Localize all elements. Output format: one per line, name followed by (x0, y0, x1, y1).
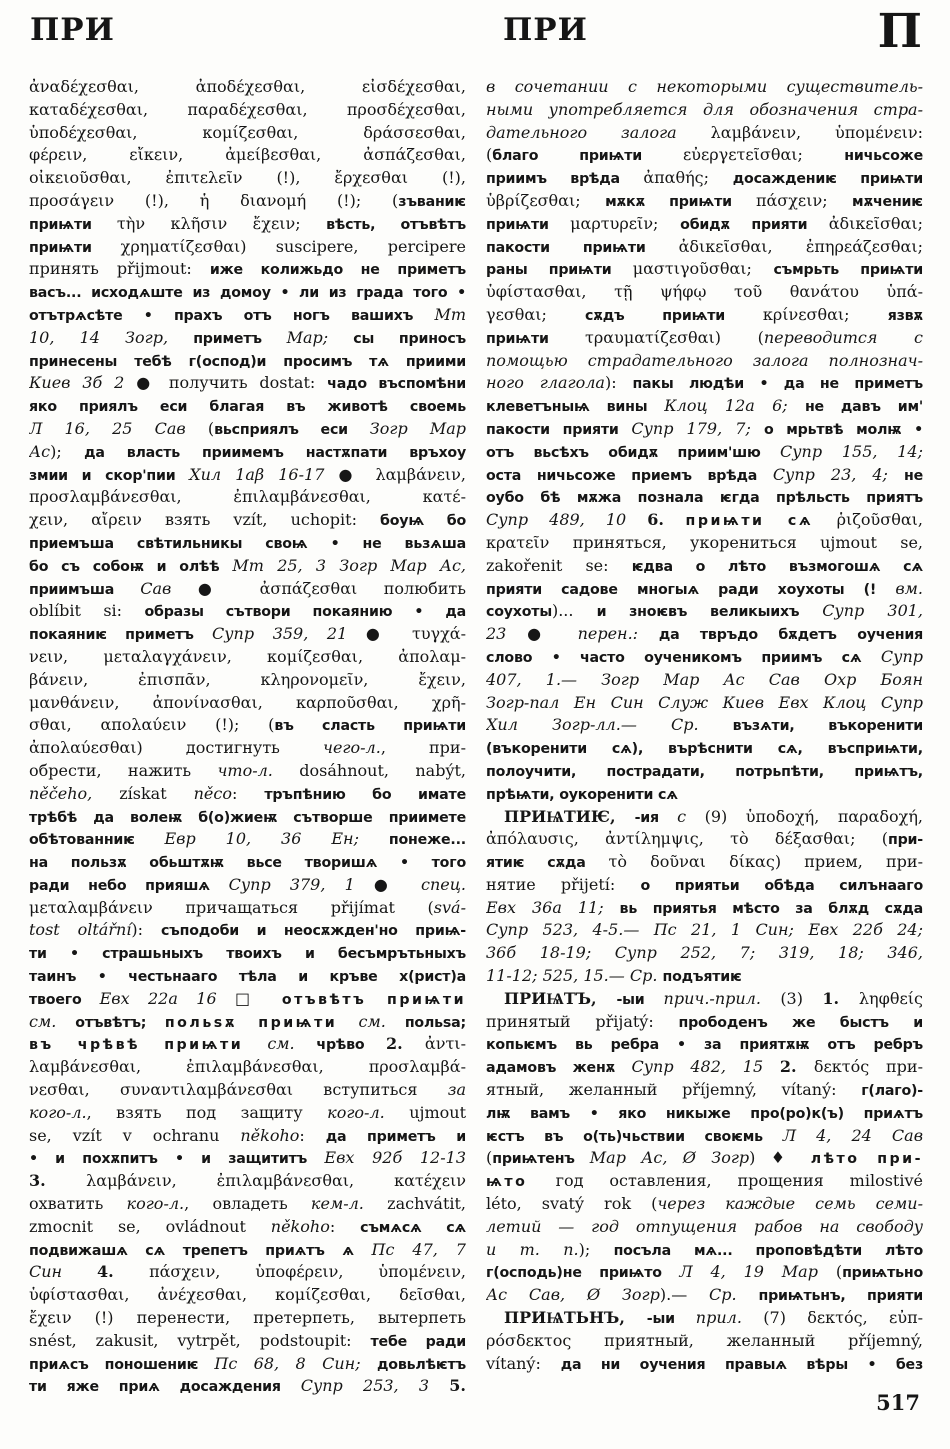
text-line: ПРИѨТЪ, -ыи прич.-прил. (3) 1. ληφθείς (504, 988, 923, 1008)
text-line: ПРИѨТЬНЪ, -ыи прил. (7) δεκτός, εὐπ- (504, 1308, 923, 1328)
text-line: трѣбѣ да волеѭ б(о)жиеѭ сътворше приимете (29, 809, 466, 826)
text-line: Киев 3б 2 ● получить dostat: чадо въспомѣни (29, 373, 466, 393)
text-line: ὑποδέχεσθαι, κομίζεσθαι, δράσσεσθαι, (29, 122, 466, 142)
text-line: χειν, αἴρειν взять vzít, uchopit: боуѩ бо (29, 510, 466, 530)
text-line: ὑφίστασθαι, τῇ ψήφῳ τοῦ θανάτου ὑπά- (486, 282, 923, 302)
text-line: προσάγειν (!), ἡ διανομή (!); (зъваниѥ (29, 190, 466, 210)
text-line: μανθάνειν, ἀπονίνασθαι, καρποῦσθαι, χρῆ- (29, 692, 466, 712)
text-line: προσλαμβάνεσθαι, ἐπιλαμβάνεσθαι, κατέ- (29, 487, 466, 507)
text-line: 11-12; 525, 15.— Ср. подъятиѥ (486, 966, 742, 986)
text-line: ного глагола): пакы людѣи • да не приметъ (486, 373, 923, 393)
text-line: приимъша Сав ● ἀσπάζεσθαι полюбить (29, 578, 466, 598)
text-line: λαμβάνεσθαι, ἐπιλαμβάνεσθαι, προσλαμβά- (29, 1057, 466, 1077)
text-line: vítaný: да ни оучения правыѧ вѣры • без (486, 1353, 923, 1373)
text-line: летий — год отпущения рабов на свободу (486, 1216, 923, 1236)
text-line: охватить кого-л., овладеть кем-л. zachvátit, (29, 1194, 466, 1214)
text-line: Ас Сав, Ø Зогр).— Ср. приѩтьнъ, прияти (486, 1285, 923, 1305)
text-line: приѩти τὴν κλῆσιν ἔχειν; вѣсть, отъвѣтъ (29, 213, 466, 233)
text-line: ἀπόλαυσις, ἀντίλημψις, τὸ δέξασθαι; (при- (486, 829, 923, 849)
text-line: обрести, нажить что-л. dosáhnout, nabýt, (29, 760, 466, 780)
text-line: φέρειν, εἴκειν, ἀμείβεσθαι, ἀσπάζεσθαι, (29, 145, 466, 165)
text-line: прѣѩти, оукоренити сѧ (486, 786, 678, 803)
text-line: оста ничьсоже приемъ врѣда Супр 23, 4; не (486, 464, 923, 484)
text-line: ПРИѨТИѤ, -ия с (9) ὑποδοχή, παραδοχή, (504, 806, 923, 826)
text-line: Супр 489, 10 6. приѩти сѧ ῥιζοῦσθαι, (486, 510, 923, 530)
text-line: бо съ собоѭ и олѣѣ Мт 25, 3 Зогр Мар Ас, (29, 555, 466, 575)
text-line: γεσθαι; сѫдъ приѩти κρίνεσθαι; язвѫ (486, 304, 923, 324)
text-line: оубо бѣ мѫжа познала ѥгда прѣльсть приятъ (486, 490, 923, 507)
text-line: копьѥмъ вь ребра • за приятѫѭ отъ ребръ (486, 1037, 923, 1054)
text-line: въ чрѣвѣ приѩти см. чрѣво 2. ἀντι- (29, 1034, 466, 1054)
text-line: приѩти τραυματίζεσθαι) (переводится с (486, 327, 923, 347)
text-line: Супр 523, 4-5.— Пс 21, 1 Син; Евх 22б 24; (486, 920, 923, 940)
text-line: ти яже приѧ досаждения Супр 253, 3 5. (29, 1376, 466, 1396)
text-line: покаяниѥ приметъ Супр 359, 21 ● τυγχά- (29, 624, 466, 644)
text-line: νειν, μεταλαγχάνειν, κομίζεσθαι, ἀπολαμ- (29, 646, 466, 666)
page-number: 517 (876, 1390, 920, 1415)
text-line: 3. λαμβάνειν, ἐπιλαμβάνεσθαι, κατέχειν (29, 1171, 466, 1191)
text-line: васъ... исходѧште из домоу • ли из града того • (29, 285, 466, 302)
text-line: клеветъныѩ вины Клоц 12а 6; не давъ им' (486, 396, 923, 416)
text-line: καταδέχεσθαι, παραδέχεσθαι, προσδέχεσθαι, (29, 99, 466, 119)
text-line: принесены тебѣ г(оспод)и просимъ тѧ приими (29, 353, 466, 370)
text-line: кого-л., взять под защиту кого-л. ujmout (29, 1102, 466, 1122)
text-line: μεταλαμβάνειν причащаться přijímat (svá- (29, 897, 466, 917)
text-line: полоучити, пострадати, потрьпѣти, приѩтъ, (486, 763, 923, 780)
text-line: и т. п.); посъла мѧ... проповѣдѣти лѣто (486, 1239, 923, 1259)
text-line: 23 ● перен.: да твръдо бѫдетъ оучения (486, 624, 923, 644)
running-head-center: ПРИ (503, 12, 588, 48)
text-line: οἰκειοῦσθαι, ἐπιτελεῖν (!), ἔρχεσθαι (!), (29, 168, 466, 188)
text-line: 36б 18-19; Супр 252, 7; 319, 18; 346, (486, 943, 923, 963)
text-line: соухоты)... и зноѥвъ великыихъ Супр 301, (486, 601, 923, 621)
text-line: 407, 1.— Зогр Мар Ас Сав Охр Боян (486, 669, 923, 689)
text-line: ѥстъ въ о(ть)чьствии своѥмь Л 4, 24 Сав (486, 1125, 923, 1145)
text-line: помощью страдательного залога полнознач- (486, 350, 923, 370)
text-line: ὑφίστασθαι, ἀνέχεσθαι, κομίζεσθαι, δεῖσθαι, (29, 1285, 466, 1305)
text-line: ρόσδεκτος приятный, желанный příjemný, (486, 1330, 923, 1350)
text-line: • и похѫпитъ • и защититъ Евх 92б 12-13 (29, 1148, 466, 1168)
running-head-left: ПРИ (30, 12, 115, 48)
text-line: твоего Евх 22а 16 □ отъвѣтъ приѩти (29, 988, 466, 1008)
text-line: ἔχειν (!) перенести, претерпеть, вытерпеть (29, 1308, 466, 1328)
text-line: snést, zakusit, vytrpět, podstoupit: тебе ради (29, 1330, 466, 1350)
text-line: г(осподь)не приѩто Л 4, 19 Мар (приѩтьно (486, 1262, 923, 1282)
text-line: слово • часто оученикомъ приимъ сѧ Супр (486, 646, 923, 666)
text-line: ными употребляется для обозначения стра- (486, 99, 923, 119)
text-line: 10, 14 Зогр, приметъ Мар; сы приносъ (29, 327, 466, 347)
text-line: βάνειν, ἐπισπᾶν, κληρονομεῖν, ἔχειν, (29, 669, 466, 689)
text-line: Евх 36а 11; вь приятья мѣсто за блѫд сѫда (486, 897, 923, 917)
text-line: ти • страшьныхъ твоихъ и бесъмрътьныхъ (29, 946, 466, 963)
text-line: ятный, желанный příjemný, vítaný: г(лаго)- (486, 1080, 923, 1100)
text-line: отътрѧсѣте • прахъ отъ ногъ вашихъ Мт (29, 304, 466, 324)
text-line: приѧсъ поношениѥ Пс 68, 8 Син; довьлѣѥтъ (29, 1353, 466, 1373)
text-line: пакости прияти Супр 179, 7; о мрьтвѣ молѭ • (486, 418, 923, 438)
text-line: нятие přijetí: о приятьи обѣда силънааго (486, 874, 923, 894)
text-line: принять přijmout: иже колижьдо не приметъ (29, 259, 466, 279)
text-line: κρατεῖν приняться, укорениться ujmout se, (486, 532, 923, 552)
text-line: пакости приѩти ἀδικεῖσθαι, ἐπηρεάζεσθαι; (486, 236, 923, 256)
text-line: (въкоренити сѧ), върѣснити сѧ, въсприѩти, (486, 741, 923, 758)
section-letter: П (877, 4, 922, 59)
text-line: ятиѥ сѫда τὸ δοῦναι δίκας) прием, при- (486, 852, 923, 872)
left-column (29, 76, 466, 1398)
text-line: таинъ • честьнааго тѣла и кръве х(рист)а (29, 969, 466, 986)
text-line: νεσθαι, συναντιλαμβάνεσθαι вступиться за (29, 1080, 466, 1100)
text-line: léto, svatý rok (через каждые семь семи- (486, 1194, 923, 1214)
text-line: Л 16, 25 Сав (вьсприялъ еси Зогр Мар (29, 418, 466, 438)
text-line: Зогр-пал Ен Син Служ Киев Евх Клоц Супр (486, 692, 923, 712)
right-column (486, 76, 923, 1375)
text-line: яко приялъ еси благая въ животѣ своемь (29, 399, 466, 416)
text-line: отъ вьсѣхъ обидѫ приим'шю Супр 155, 14; (486, 441, 923, 461)
text-line: ради небо прияшѧ Супр 379, 1 ● спец. (29, 874, 466, 894)
text-line: zmocnit se, ovládnout někoho: съмѧсѧ сѧ (29, 1216, 466, 1236)
text-line: раны приѩти μαστιγοῦσθαι; съмрьть приѩти (486, 259, 923, 279)
text-line: змии и скор'пии Хил 1аβ 16-17 ● λαμβάνειν, (29, 464, 466, 484)
text-line: на пользѫ обьштѫѭ вьсе творишѧ • того (29, 855, 466, 872)
text-line: дательного залога λαμβάνειν, ὑπομένειν: (486, 122, 923, 142)
text-line: Син 4. πάσχειν, ὑποφέρειν, ὑπομένειν, (29, 1262, 466, 1282)
text-line: адамовъ женѫ Супр 482, 15 2. δεκτός при- (486, 1057, 923, 1077)
text-line: в сочетании с некоторыми существитель- (486, 77, 923, 96)
text-line: ἀπολαύεσθαι) достигнуть чего-л., при- (29, 738, 466, 758)
text-line: ὑβρίζεσθαι; мѫкѫ приѩти πάσχειν; мѫчениѥ (486, 190, 923, 210)
text-line: лѭ вамъ • яко никыже про(ро)к(ъ) приѧтъ (486, 1105, 923, 1122)
text-line: см. отъвѣтъ; польѕѫ приѩти см. польѕа; (29, 1011, 466, 1031)
text-line: σθαι, απολαύειν (!); (въ сласть приѩти (29, 715, 466, 735)
text-line: (благо приѩти εὐεργετεῖσθαι; ничьсоже (486, 145, 923, 165)
text-line: прияти садове многыѧ ради хоухоты (! вм. (486, 578, 923, 598)
text-line: něčeho, získat něco: тръпѣнию бо имате (29, 783, 466, 803)
text-line: ἀναδέχεσθαι, ἀποδέχεσθαι, εἰσδέχεσθαι, (29, 77, 466, 96)
text-line: zakořenit se: ѥдва о лѣто възмогошѧ сѧ (486, 555, 923, 575)
text-line: подвижашѧ сѧ трепетъ приѧтъ ѧ Пс 47, 7 (29, 1239, 466, 1259)
text-line: приемъша свѣтильникы своѩ • не вьзѧша (29, 535, 466, 552)
text-line: принятый přijatý: прободенъ же быстъ и (486, 1011, 923, 1031)
text-line: tost oltářní): съподоби и неосѫжден'но приѩ- (29, 920, 466, 940)
text-line: приѩти χρηματίζεσθαι) suscipere, percipere (29, 236, 466, 256)
text-line: oblíbit si: образы сътвори покаянию • да (29, 601, 466, 621)
text-line: se, vzít v ochranu někoho: да приметъ и (29, 1125, 466, 1145)
text-line: приѩти μαρτυρεῖν; обидѫ прияти ἀδικεῖσθαι; (486, 213, 923, 233)
text-line: приимъ врѣда ἀπαθής; досаждениѥ приѩти (486, 168, 923, 188)
text-line: Хил Зогр-лл.— Ср. възѧти, въкоренити (486, 715, 923, 735)
text-line: Ас); да власть приимемъ настѫпати връхоу (29, 441, 466, 461)
text-line: (приѩтенъ Мар Ас, Ø Зогр) ♦ лѣто при- (486, 1148, 923, 1168)
text-line: ѩто год оставления, прощения milostivé (486, 1171, 923, 1191)
text-line: обѣтованниѥ Евр 10, 36 Ен; понеже... (29, 829, 466, 849)
